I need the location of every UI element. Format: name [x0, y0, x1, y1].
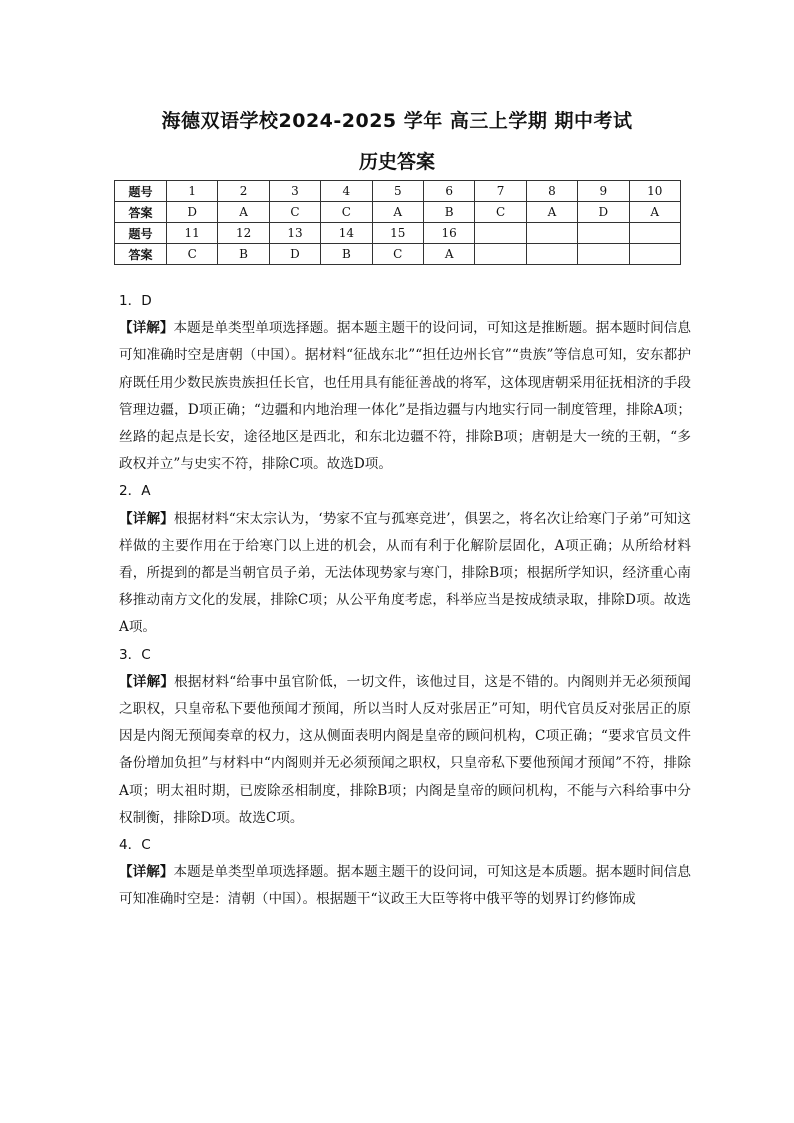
explanation-text: 本题是单类型单项选择题。据本题主题干的设问词，可知这是推断题。据本题时间信息可知准确时空是唐朝（中国）。据材料“征战东北”“担任边州长官”“贵族”等信息可知，安东都护府既任用少数民族贵族担任长官，也任用具有能征善战的将军，这体现唐朝采用征抚相济的手段管理边疆，D项正确；“边疆和内地治理一体化”是指边疆与内地实行同一制度管理，排除A项；丝路的起点是长安，途径地区是西北，和东北边疆不符，排除B项；唐朝是大一统的王朝，“多政权并立”与史实不符，排除C项。故选D项。	[119, 320, 692, 473]
table-cell: A	[526, 202, 577, 223]
table-cell: 10	[629, 181, 680, 202]
detail-tag: 【详解】	[119, 673, 175, 690]
table-cell: 2	[218, 181, 269, 202]
table-cell: 11	[167, 223, 218, 244]
table-cell	[526, 223, 577, 244]
table-cell: C	[167, 244, 218, 265]
explanations	[119, 288, 691, 914]
table-row	[115, 223, 681, 244]
table-cell: 9	[578, 181, 629, 202]
table-cell: 8	[526, 181, 577, 202]
table-cell: 1	[167, 181, 218, 202]
table-cell: A	[629, 202, 680, 223]
page-subtitle: 历史答案	[358, 151, 435, 173]
table-cell	[526, 244, 577, 265]
row-label: 答案	[115, 202, 167, 223]
table-cell: 3	[269, 181, 320, 202]
row-label: 题号	[115, 181, 167, 202]
explanation-paragraph	[119, 315, 691, 478]
table-cell: 15	[372, 223, 423, 244]
row-label: 答案	[115, 244, 167, 265]
explanation-text: 根据材料“宋太宗认为，‘势家不宜与孤寒竞进’，俱罢之，将名次让给寒门子弟”可知这样做的主要作用在于给寒门以上进的机会，从而有利于化解阶层固化，A项正确；从所给材料看，所提到的都是当朝官员子弟，无法体现势家与寒门，排除B项；根据所学知识，经济重心南移推动南方文化的发展，排除C项；从公平角度考虑，科举应当是按成绩录取，排除D项。故选A项。	[119, 510, 691, 636]
table-cell: 4	[321, 181, 372, 202]
table-row	[115, 244, 681, 265]
detail-tag: 【详解】	[119, 510, 174, 527]
table-cell	[578, 244, 629, 265]
table-row	[115, 181, 681, 202]
question-number: 2．A	[119, 483, 151, 500]
table-cell: C	[372, 244, 423, 265]
table-cell: D	[578, 202, 629, 223]
question-number: 1．D	[119, 293, 152, 309]
table-cell: D	[269, 244, 320, 265]
table-cell: A	[218, 202, 269, 223]
table-cell: 7	[475, 181, 526, 202]
table-cell	[475, 223, 526, 244]
table-cell: C	[269, 202, 320, 223]
table-cell	[475, 244, 526, 265]
table-cell: C	[475, 202, 526, 223]
table-cell: 5	[372, 181, 423, 202]
table-cell: A	[372, 202, 423, 223]
table-cell: 14	[321, 223, 372, 244]
table-cell	[578, 223, 629, 244]
table-cell: B	[218, 244, 269, 265]
explanation-paragraph	[119, 506, 691, 642]
explanation-text: 根据材料“给事中虽官阶低，一切文件，该他过目，这是不错的。内阁则并无必须预闻之职权，只皇帝私下要他预闻才预闻，所以当时人反对张居正”可知，明代官员反对张居正的原因是内阁无预闻奏章的权力，这从侧面表明内阁是皇帝的顾问机构，C项正确；“要求官员文件备份增加负担”与材料中“内阁则并无必须预闻之职权，只皇帝私下要他预闻才预闻”不符，排除A项；明太祖时期，已废除丞相制度，排除B项；内阁是皇帝的顾问机构，不能与六科给事中分权制衡，排除D项。故选C项。	[119, 673, 692, 826]
table-cell	[629, 223, 680, 244]
question-number: 3．C	[119, 646, 151, 663]
table-cell: 6	[423, 181, 474, 202]
detail-tag: 【详解】	[119, 864, 174, 881]
table-cell	[629, 244, 680, 265]
table-cell: D	[167, 202, 218, 223]
table-cell: 16	[423, 223, 474, 244]
table-row	[115, 202, 681, 223]
answer-table	[114, 180, 681, 265]
table-cell: B	[321, 244, 372, 265]
explanation-paragraph	[119, 669, 691, 832]
row-label: 题号	[115, 223, 167, 244]
table-cell: B	[423, 202, 474, 223]
table-cell: 12	[218, 223, 269, 244]
detail-tag: 【详解】	[119, 320, 174, 337]
table-cell: C	[321, 202, 372, 223]
page-title: 海德双语学校2024-2025 学年 高三上学期 期中考试	[161, 110, 633, 132]
question-number: 4．C	[119, 837, 151, 854]
table-cell: A	[423, 244, 474, 265]
explanation-text: 本题是单类型单项选择题。据本题主题干的设问词，可知这是本质题。据本题时间信息可知准确时空是：清朝（中国）。根据题干“议政王大臣等将中俄平等的划界订约修饰成	[119, 864, 692, 908]
explanation-paragraph	[119, 859, 691, 913]
table-cell: 13	[269, 223, 320, 244]
